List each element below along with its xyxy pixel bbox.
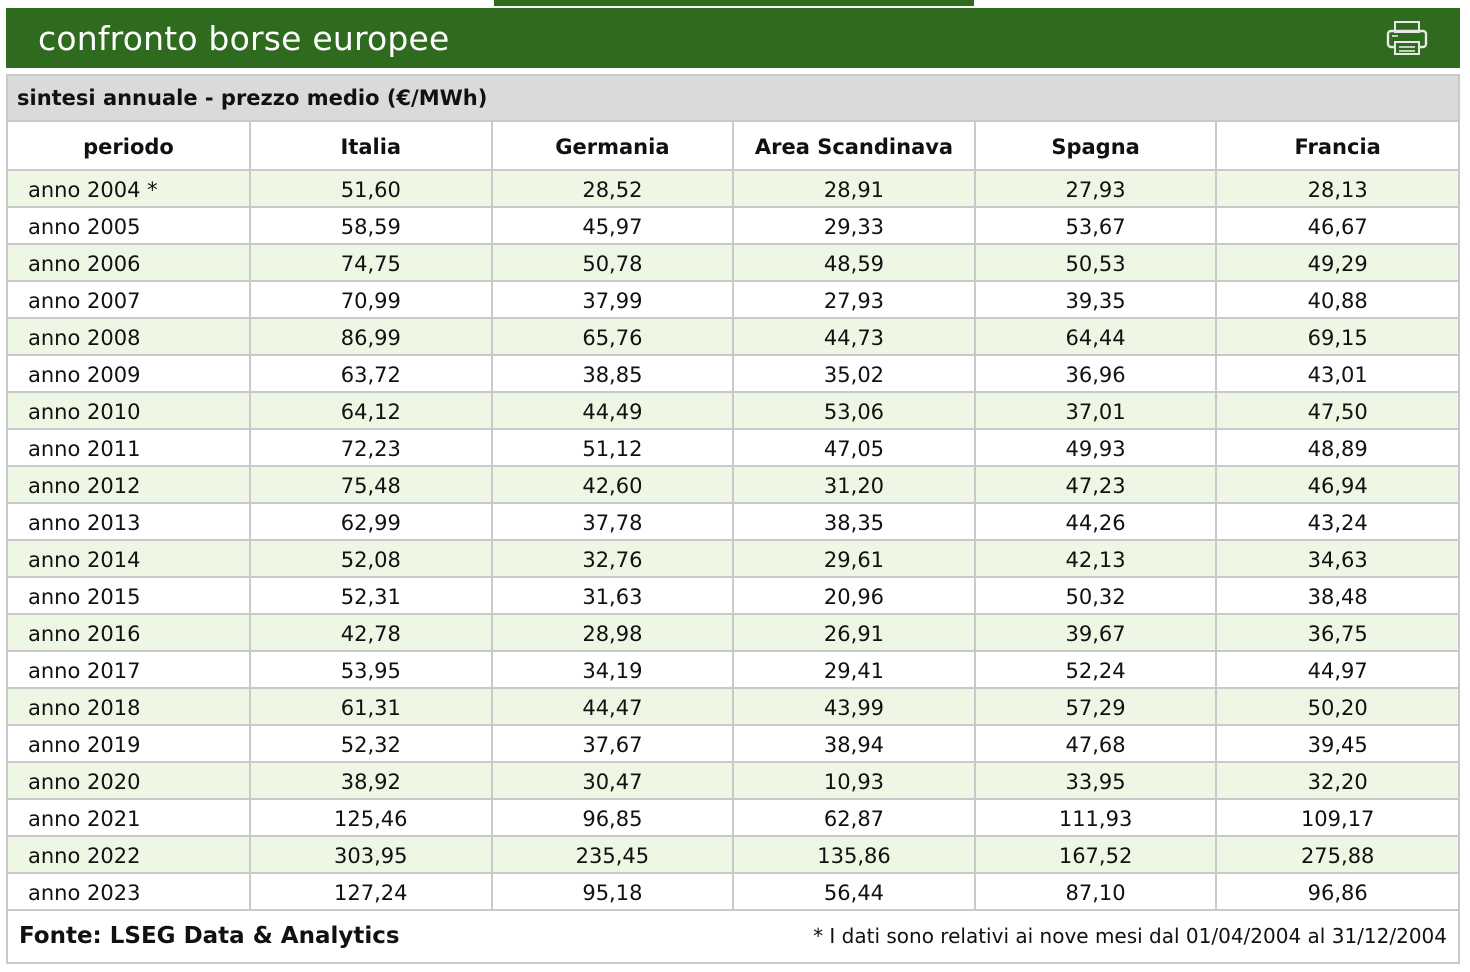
price-cell: 35,02	[733, 355, 975, 392]
print-button[interactable]	[1384, 18, 1430, 58]
price-cell: 42,60	[492, 466, 734, 503]
price-cell: 29,33	[733, 207, 975, 244]
period-cell: anno 2020	[8, 762, 250, 799]
price-cell: 74,75	[250, 244, 492, 281]
table-row	[8, 577, 1458, 614]
price-cell: 44,49	[492, 392, 734, 429]
price-cell: 62,99	[250, 503, 492, 540]
column-header-germania: Germania	[492, 122, 734, 170]
price-cell: 44,73	[733, 318, 975, 355]
price-cell: 44,47	[492, 688, 734, 725]
price-cell: 69,15	[1216, 318, 1458, 355]
period-cell: anno 2012	[8, 466, 250, 503]
price-cell: 28,98	[492, 614, 734, 651]
period-cell: anno 2019	[8, 725, 250, 762]
price-cell: 39,67	[975, 614, 1217, 651]
price-cell: 28,13	[1216, 170, 1458, 207]
price-cell: 65,76	[492, 318, 734, 355]
price-cell: 47,23	[975, 466, 1217, 503]
page-title: confronto borse europee	[38, 18, 450, 58]
period-cell: anno 2015	[8, 577, 250, 614]
price-cell: 36,75	[1216, 614, 1458, 651]
period-cell: anno 2021	[8, 799, 250, 836]
period-cell: anno 2008	[8, 318, 250, 355]
column-header-area-scandinava: Area Scandinava	[733, 122, 975, 170]
price-cell: 44,26	[975, 503, 1217, 540]
price-cell: 37,01	[975, 392, 1217, 429]
column-header-spagna: Spagna	[975, 122, 1217, 170]
price-cell: 49,29	[1216, 244, 1458, 281]
price-cell: 64,44	[975, 318, 1217, 355]
price-cell: 28,52	[492, 170, 734, 207]
price-cell: 167,52	[975, 836, 1217, 873]
price-cell: 38,85	[492, 355, 734, 392]
price-cell: 57,29	[975, 688, 1217, 725]
price-cell: 43,01	[1216, 355, 1458, 392]
price-cell: 52,08	[250, 540, 492, 577]
price-cell: 53,67	[975, 207, 1217, 244]
price-cell: 47,50	[1216, 392, 1458, 429]
table-row	[8, 725, 1458, 762]
price-cell: 38,94	[733, 725, 975, 762]
price-cell: 37,78	[492, 503, 734, 540]
price-cell: 96,85	[492, 799, 734, 836]
period-cell: anno 2009	[8, 355, 250, 392]
table-row	[8, 429, 1458, 466]
price-cell: 43,99	[733, 688, 975, 725]
table-row	[8, 281, 1458, 318]
price-cell: 50,20	[1216, 688, 1458, 725]
source-note: Fonte: LSEG Data & Analytics	[19, 923, 400, 949]
price-cell: 127,24	[250, 873, 492, 910]
price-cell: 46,94	[1216, 466, 1458, 503]
table-row	[8, 392, 1458, 429]
price-cell: 63,72	[250, 355, 492, 392]
price-cell: 62,87	[733, 799, 975, 836]
price-cell: 38,48	[1216, 577, 1458, 614]
column-header-francia: Francia	[1216, 122, 1458, 170]
period-cell: anno 2022	[8, 836, 250, 873]
price-cell: 20,96	[733, 577, 975, 614]
price-cell: 45,97	[492, 207, 734, 244]
price-cell: 43,24	[1216, 503, 1458, 540]
price-cell: 111,93	[975, 799, 1217, 836]
price-cell: 70,99	[250, 281, 492, 318]
price-cell: 95,18	[492, 873, 734, 910]
price-cell: 29,41	[733, 651, 975, 688]
price-cell: 44,97	[1216, 651, 1458, 688]
table-row	[8, 244, 1458, 281]
printer-icon	[1385, 20, 1429, 56]
period-cell: anno 2007	[8, 281, 250, 318]
price-cell: 53,06	[733, 392, 975, 429]
price-cell: 50,32	[975, 577, 1217, 614]
price-cell: 42,78	[250, 614, 492, 651]
price-cell: 31,20	[733, 466, 975, 503]
price-cell: 50,78	[492, 244, 734, 281]
period-cell: anno 2018	[8, 688, 250, 725]
price-cell: 42,13	[975, 540, 1217, 577]
price-cell: 303,95	[250, 836, 492, 873]
price-cell: 51,60	[250, 170, 492, 207]
price-cell: 27,93	[975, 170, 1217, 207]
period-cell: anno 2013	[8, 503, 250, 540]
price-cell: 58,59	[250, 207, 492, 244]
table-row	[8, 873, 1458, 910]
price-cell: 48,59	[733, 244, 975, 281]
table-row	[8, 540, 1458, 577]
active-tab-indicator	[494, 0, 974, 6]
table-row	[8, 614, 1458, 651]
price-cell: 52,24	[975, 651, 1217, 688]
price-cell: 56,44	[733, 873, 975, 910]
header-bar	[6, 8, 1460, 68]
price-cell: 275,88	[1216, 836, 1458, 873]
price-cell: 47,68	[975, 725, 1217, 762]
price-cell: 30,47	[492, 762, 734, 799]
price-cell: 39,45	[1216, 725, 1458, 762]
price-cell: 40,88	[1216, 281, 1458, 318]
table-row	[8, 466, 1458, 503]
price-cell: 32,76	[492, 540, 734, 577]
price-cell: 37,67	[492, 725, 734, 762]
price-cell: 52,32	[250, 725, 492, 762]
price-cell: 61,31	[250, 688, 492, 725]
price-cell: 39,35	[975, 281, 1217, 318]
period-cell: anno 2011	[8, 429, 250, 466]
table-header-row	[8, 122, 1458, 170]
table-footer	[8, 911, 1458, 961]
price-cell: 135,86	[733, 836, 975, 873]
price-cell: 36,96	[975, 355, 1217, 392]
table-body	[8, 170, 1458, 910]
period-cell: anno 2016	[8, 614, 250, 651]
price-cell: 33,95	[975, 762, 1217, 799]
price-cell: 28,91	[733, 170, 975, 207]
price-cell: 47,05	[733, 429, 975, 466]
price-cell: 32,20	[1216, 762, 1458, 799]
price-cell: 51,12	[492, 429, 734, 466]
table-row	[8, 651, 1458, 688]
period-cell: anno 2006	[8, 244, 250, 281]
table-row	[8, 836, 1458, 873]
price-table	[8, 122, 1458, 911]
table-row	[8, 207, 1458, 244]
price-cell: 46,67	[1216, 207, 1458, 244]
price-cell: 72,23	[250, 429, 492, 466]
table-row	[8, 355, 1458, 392]
price-cell: 109,17	[1216, 799, 1458, 836]
summary-panel	[6, 74, 1460, 964]
table-row	[8, 170, 1458, 207]
footnote: * I dati sono relativi ai nove mesi dal 01/04/2004 al 31/12/2004	[813, 924, 1447, 948]
price-cell: 235,45	[492, 836, 734, 873]
period-cell: anno 2017	[8, 651, 250, 688]
table-row	[8, 688, 1458, 725]
price-cell: 96,86	[1216, 873, 1458, 910]
period-cell: anno 2010	[8, 392, 250, 429]
price-cell: 86,99	[250, 318, 492, 355]
price-cell: 38,92	[250, 762, 492, 799]
period-cell: anno 2014	[8, 540, 250, 577]
table-row	[8, 503, 1458, 540]
price-cell: 10,93	[733, 762, 975, 799]
price-cell: 49,93	[975, 429, 1217, 466]
section-subtitle: sintesi annuale - prezzo medio (€/MWh)	[8, 76, 1458, 122]
price-cell: 125,46	[250, 799, 492, 836]
price-cell: 37,99	[492, 281, 734, 318]
column-header-italia: Italia	[250, 122, 492, 170]
price-cell: 34,63	[1216, 540, 1458, 577]
table-row	[8, 318, 1458, 355]
price-cell: 29,61	[733, 540, 975, 577]
price-cell: 53,95	[250, 651, 492, 688]
price-cell: 64,12	[250, 392, 492, 429]
price-cell: 38,35	[733, 503, 975, 540]
table-row	[8, 799, 1458, 836]
price-cell: 26,91	[733, 614, 975, 651]
price-cell: 87,10	[975, 873, 1217, 910]
column-header-periodo: periodo	[8, 122, 250, 170]
period-cell: anno 2005	[8, 207, 250, 244]
period-cell: anno 2004 *	[8, 170, 250, 207]
price-cell: 75,48	[250, 466, 492, 503]
price-cell: 52,31	[250, 577, 492, 614]
table-row	[8, 762, 1458, 799]
price-cell: 31,63	[492, 577, 734, 614]
price-cell: 34,19	[492, 651, 734, 688]
price-cell: 50,53	[975, 244, 1217, 281]
price-cell: 48,89	[1216, 429, 1458, 466]
period-cell: anno 2023	[8, 873, 250, 910]
price-cell: 27,93	[733, 281, 975, 318]
